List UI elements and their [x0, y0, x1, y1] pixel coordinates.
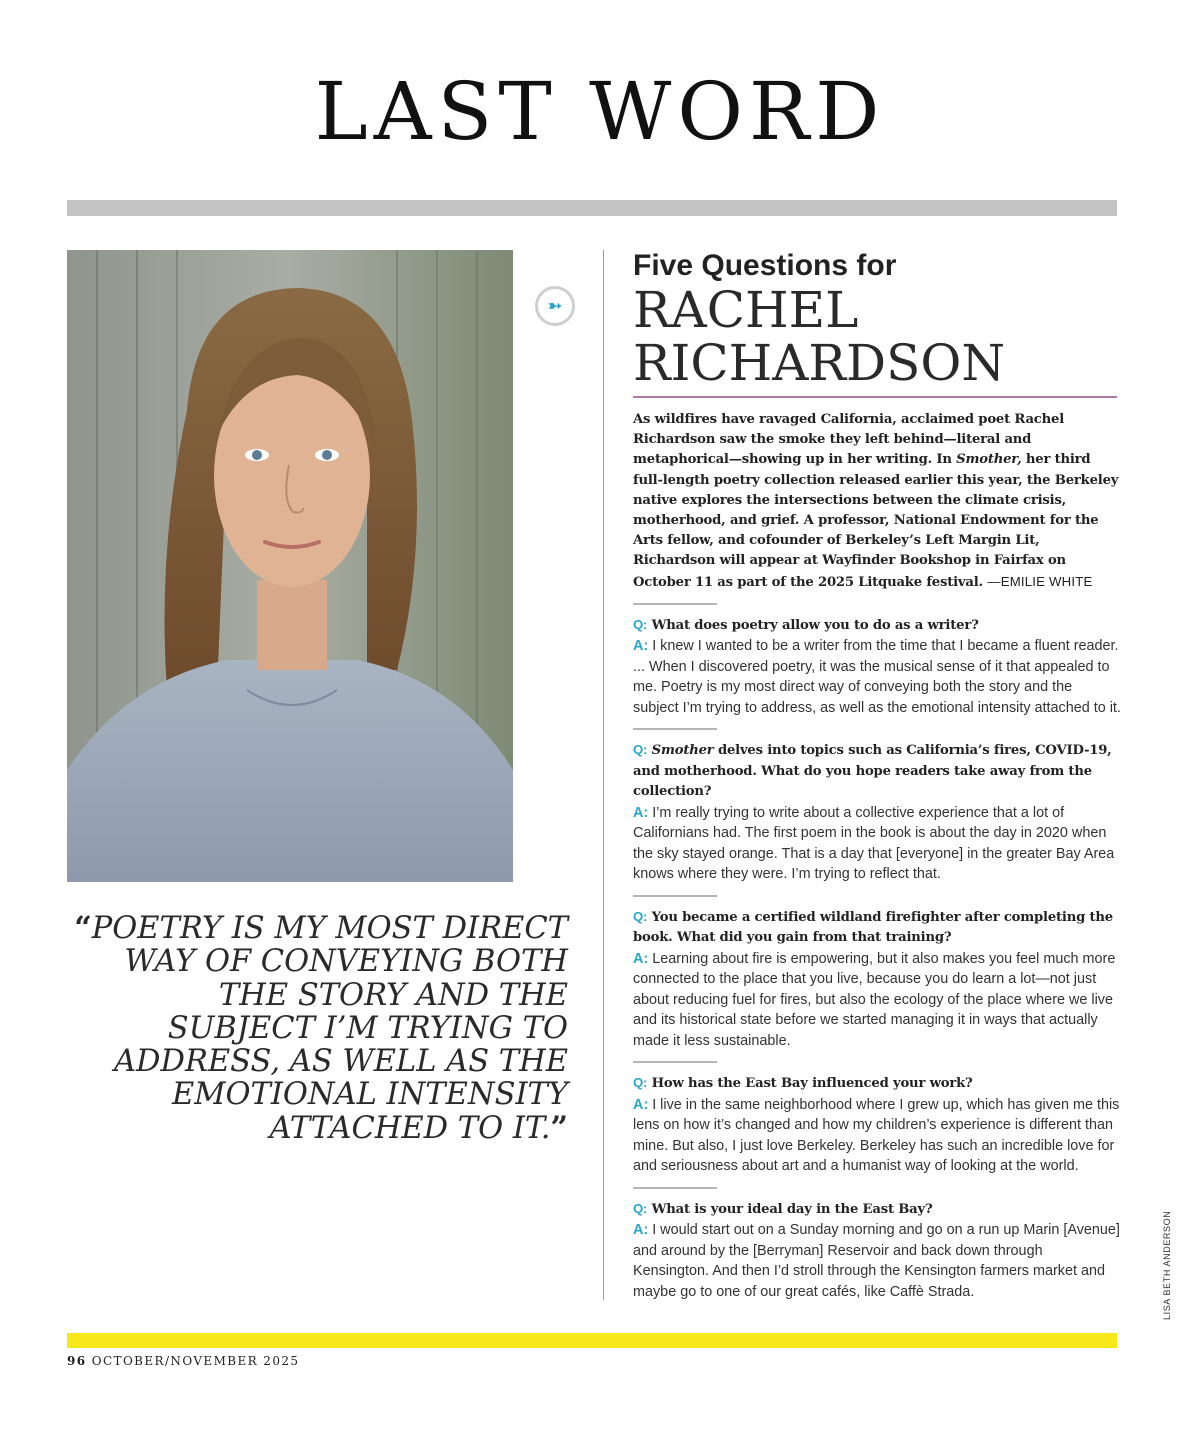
headline-rule: [633, 396, 1117, 398]
issue-date: OCTOBER/NOVEMBER 2025: [91, 1354, 300, 1368]
headline-line-2: RICHARDSON: [633, 334, 1006, 392]
open-quote-mark: “: [74, 910, 92, 946]
question: Q: How has the East Bay influenced your work?: [633, 1075, 973, 1092]
answer: A: I’m really trying to write about a collective experience that a lot of Californians had. The first poem in the book is about the day in 2020 when the sky stayed orange. That is a day that [everyone] in the greater Bay Area knows where they were. I’m trying to reflect that.: [633, 804, 1115, 883]
byline: —EMILIE WHITE: [987, 573, 1093, 589]
answer: A: I live in the same neighborhood where I grew up, which has given me this lens on how it’s changed and how my children’s experience is different than mine. But also, I just love Berkeley. Berkeley has such an incredible love for and seriousness about art and a humanist way of looking at the world.: [633, 1096, 1120, 1175]
question: Q: You became a certified wildland firefighter after completing the book. What did you gain from that training?: [633, 908, 1114, 946]
photo-credit: LISA BETH ANDERSON: [1162, 1210, 1172, 1320]
answer: A: I knew I wanted to be a writer from the time that I became a fluent reader. ... When I discovered poetry, it was the musical sense of it that appealed to me. Poetry is my most direct way of conveying both the story and the subject I’m trying to address, as well as the emotional intensity attached to it.: [633, 638, 1121, 716]
question: Q: What is your ideal day in the East Bay?: [633, 1200, 933, 1217]
answer: A: Learning about fire is empowering, but it also makes you feel much more connected to the place that you live, because you do learn a lot—not just about reducing fuel for fires, but also the ecology of the place where we live and its historical state before we started managing it in ways that actually made it less sustainable.: [633, 950, 1116, 1049]
portrait-photo: [67, 250, 513, 882]
article-headline: [633, 281, 1121, 392]
pull-quote: [70, 912, 568, 1145]
column-divider: [603, 250, 604, 1300]
article-kicker: Five Questions for: [633, 249, 897, 282]
folio: [67, 1354, 299, 1368]
article-intro: As wildfires have ravaged California, acclaimed poet Rachel Richardson saw the smoke they left behind—literal and metaphorical—showing up in her writing. In Smother, her third full-length poetry collection released earlier this year, the Berkeley native explores the intersections between the climate crisis, motherhood, and grief. A professor, National Endowment for the Arts fellow, and cofounder of Berkeley’s Left Margin Lit, Richardson will appear at Wayfinder Bookshop in Fairfax on October 11 as part of the 2025 Litquake festival. —EMILIE WHITE: [633, 412, 1119, 590]
section-rule: [633, 603, 717, 605]
qa-item: [633, 740, 1121, 885]
section-rule: [633, 895, 717, 897]
arrow-right-icon[interactable]: ➳: [535, 286, 575, 326]
qa-item: [633, 1199, 1121, 1303]
answer: A: I would start out on a Sunday morning and go on a run up Marin [Avenue] and around by the [Berryman] Reservoir and back down through Kensington. And then I’d stroll through the Kensington farmers market and maybe go to one of our great cafés, like Caffè Strada.: [633, 1222, 1120, 1300]
close-quote-mark: ”: [550, 1109, 568, 1146]
pull-quote-text: POETRY IS MY MOST DIRECT WAY OF CONVEYING BOTH THE STORY AND THE SUBJECT I’M TRYING TO ADDRESS, AS WELL AS THE EMOTIONAL INTENSITY ATTACHED TO IT.: [91, 911, 568, 1146]
headline-line-1: RACHEL: [633, 281, 859, 339]
section-rule: [633, 1187, 717, 1189]
page-number: 96: [67, 1354, 87, 1368]
section-rule: [633, 1061, 717, 1063]
header-divider: [67, 200, 1117, 216]
article-column: [633, 250, 1121, 1302]
question: Q: Smother delves into topics such as California’s fires, COVID-19, and motherhood. What do you hope readers take away from the collection?: [633, 742, 1112, 800]
qa-item: [633, 1073, 1121, 1177]
masthead-title: LAST WORD: [314, 65, 886, 158]
qa-item: [633, 907, 1121, 1052]
footer-bar: [67, 1333, 1117, 1348]
section-rule: [633, 728, 717, 730]
question: Q: What does poetry allow you to do as a writer?: [633, 616, 979, 633]
qa-item: [633, 615, 1121, 719]
book-title: Smother,: [956, 452, 1022, 468]
